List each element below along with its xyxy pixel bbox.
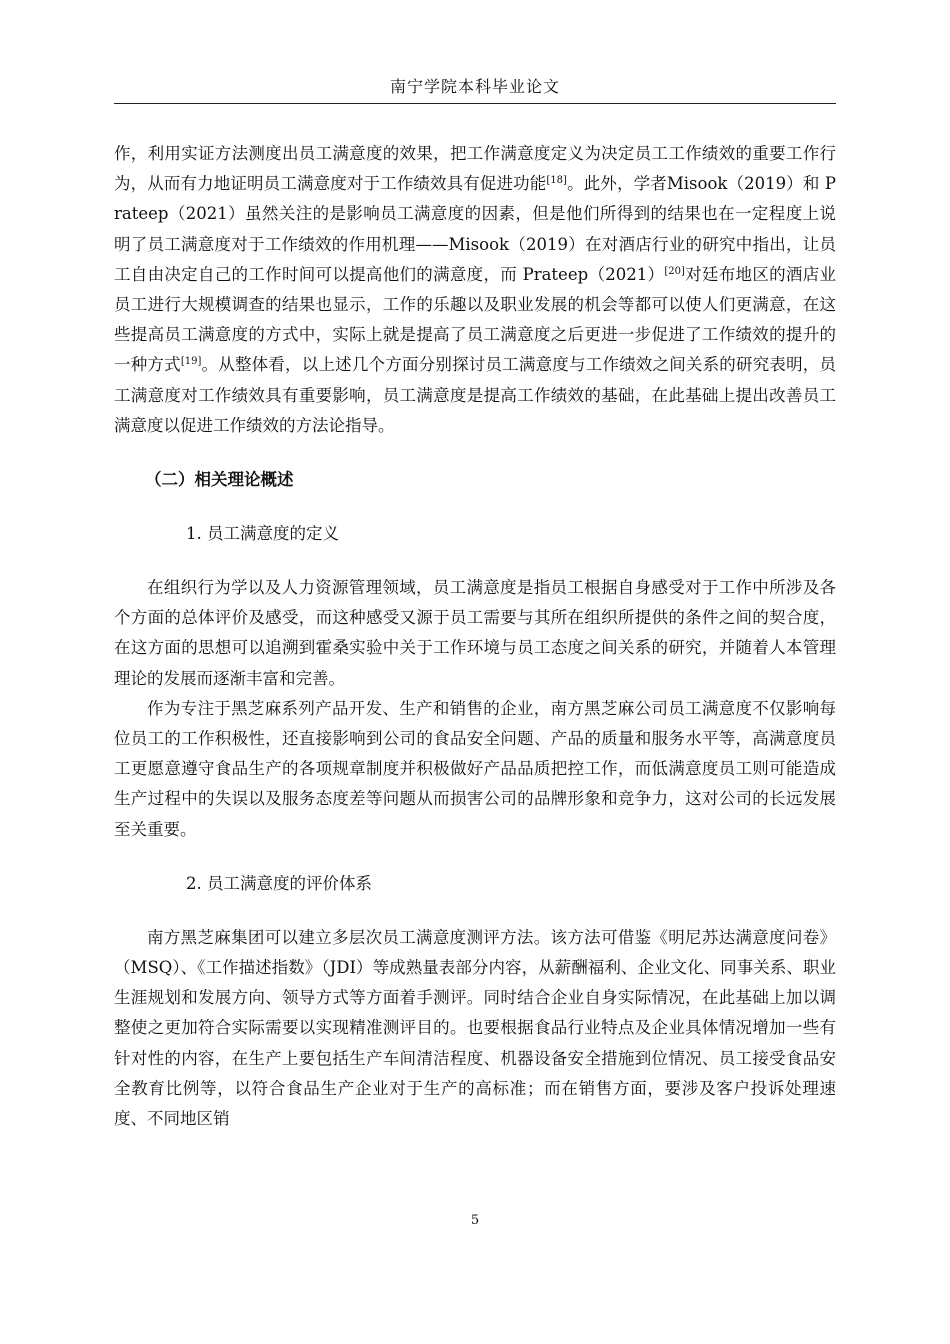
page-number: 5 (470, 1213, 480, 1228)
spacer (114, 549, 836, 573)
spacer (114, 495, 836, 519)
subsection-heading-2: 2. 员工满意度的评价体系 (186, 873, 372, 893)
body-text (114, 139, 836, 1134)
paragraph-text: 作，利用实证方法测度出员工满意度的效果，把工作满意度定义为决定员工工作绩效的重要工作行为，从而有力地证明员工满意度对于工作绩效具有促进功能 (114, 144, 836, 194)
paragraph-text: 。从整体看，以上述几个方面分别探讨员工满意度与工作绩效之间关系的研究表明，员工满意度对工作绩效具有重要影响，员工满意度是提高工作绩效的基础，在此基础上提出改善员工满意度以促进工作绩效的方法论指导。 (114, 355, 837, 435)
section-heading: （二）相关理论概述 (145, 470, 294, 490)
citation-19: [19] (180, 356, 202, 368)
paragraph-text: 对廷布地区的酒店业员工进行大规模调查的结果也显示，工作的乐趣以及职业发展的机会等都可以使人们更满意，在这些提高员工满意度的方式中，实际上就是提高了员工满意度之后更进一步促进了工作绩效的提升的一种方式 (114, 264, 836, 375)
paragraph-evaluation: 南方黑芝麻集团可以建立多层次员工满意度测评方法。该方法可借鉴《明尼苏达满意度问卷》（MSQ）、《工作描述指数》（JDI）等成熟量表部分内容，从薪酬福利、企业文化、同事关系、职业生涯规划和发展方向、领导方式等方面着手测评。同时结合企业自身实际情况，在此基础上加以调整使之更加符合实际需要以实现精准测评目的。也要根据食品行业特点及企业具体情况增加一些有针对性的内容，在生产上要包括生产车间清洁程度、机器设备安全措施到位情况、员工接受食品安全教育比例等，以符合食品生产企业对于生产的高标准；而在销售方面，要涉及客户投诉处理速度、不同地区销 (114, 927, 836, 1129)
header-rule (114, 103, 836, 104)
paragraph-continued (114, 139, 836, 441)
citation-18: [18] (546, 175, 567, 187)
running-header-title: 南宁学院本科毕业论文 (389, 77, 560, 96)
paragraph-definition: 在组织行为学以及人力资源管理领域，员工满意度是指员工根据自身感受对于工作中所涉及各个方面的总体评价及感受，而这种感受又源于员工需要与其所在组织所提供的条件之间的契合度，在这方面的思想可以追溯到霍桑实验中关于工作环境与员工态度之间关系的研究，并随着人本管理理论的发展而逐渐丰富和完善。 (114, 578, 836, 688)
spacer (114, 845, 836, 869)
citation-20: [20] (664, 265, 685, 277)
spacer (114, 899, 836, 923)
paragraph-text: 。此外，学者Misook（2019）和 Prateep（2021）虽然关注的是影响员工满意度的因素，但是他们所得到的结果也在一定程度上说明了员工满意度对于工作绩效的作用机理——Misook（2019）在对酒店行业的研究中指出，让员工自由决定自己的工作时间可以提高他们的满意度，而 Prateep（2021） (114, 174, 837, 284)
subsection-heading-1: 1. 员工满意度的定义 (186, 524, 339, 544)
spacer (114, 441, 836, 465)
paragraph-company: 作为专注于黑芝麻系列产品开发、生产和销售的企业，南方黑芝麻公司员工满意度不仅影响每位员工的工作积极性，还直接影响到公司的食品安全问题、产品的质量和服务水平等，高满意度员工更愿意遵守食品生产的各项规章制度并积极做好产品品质把控工作，而低满意度员工则可能造成生产过程中的失误以及服务态度差等问题从而损害公司的品牌形象和竞争力，这对公司的长远发展至关重要。 (114, 698, 836, 839)
